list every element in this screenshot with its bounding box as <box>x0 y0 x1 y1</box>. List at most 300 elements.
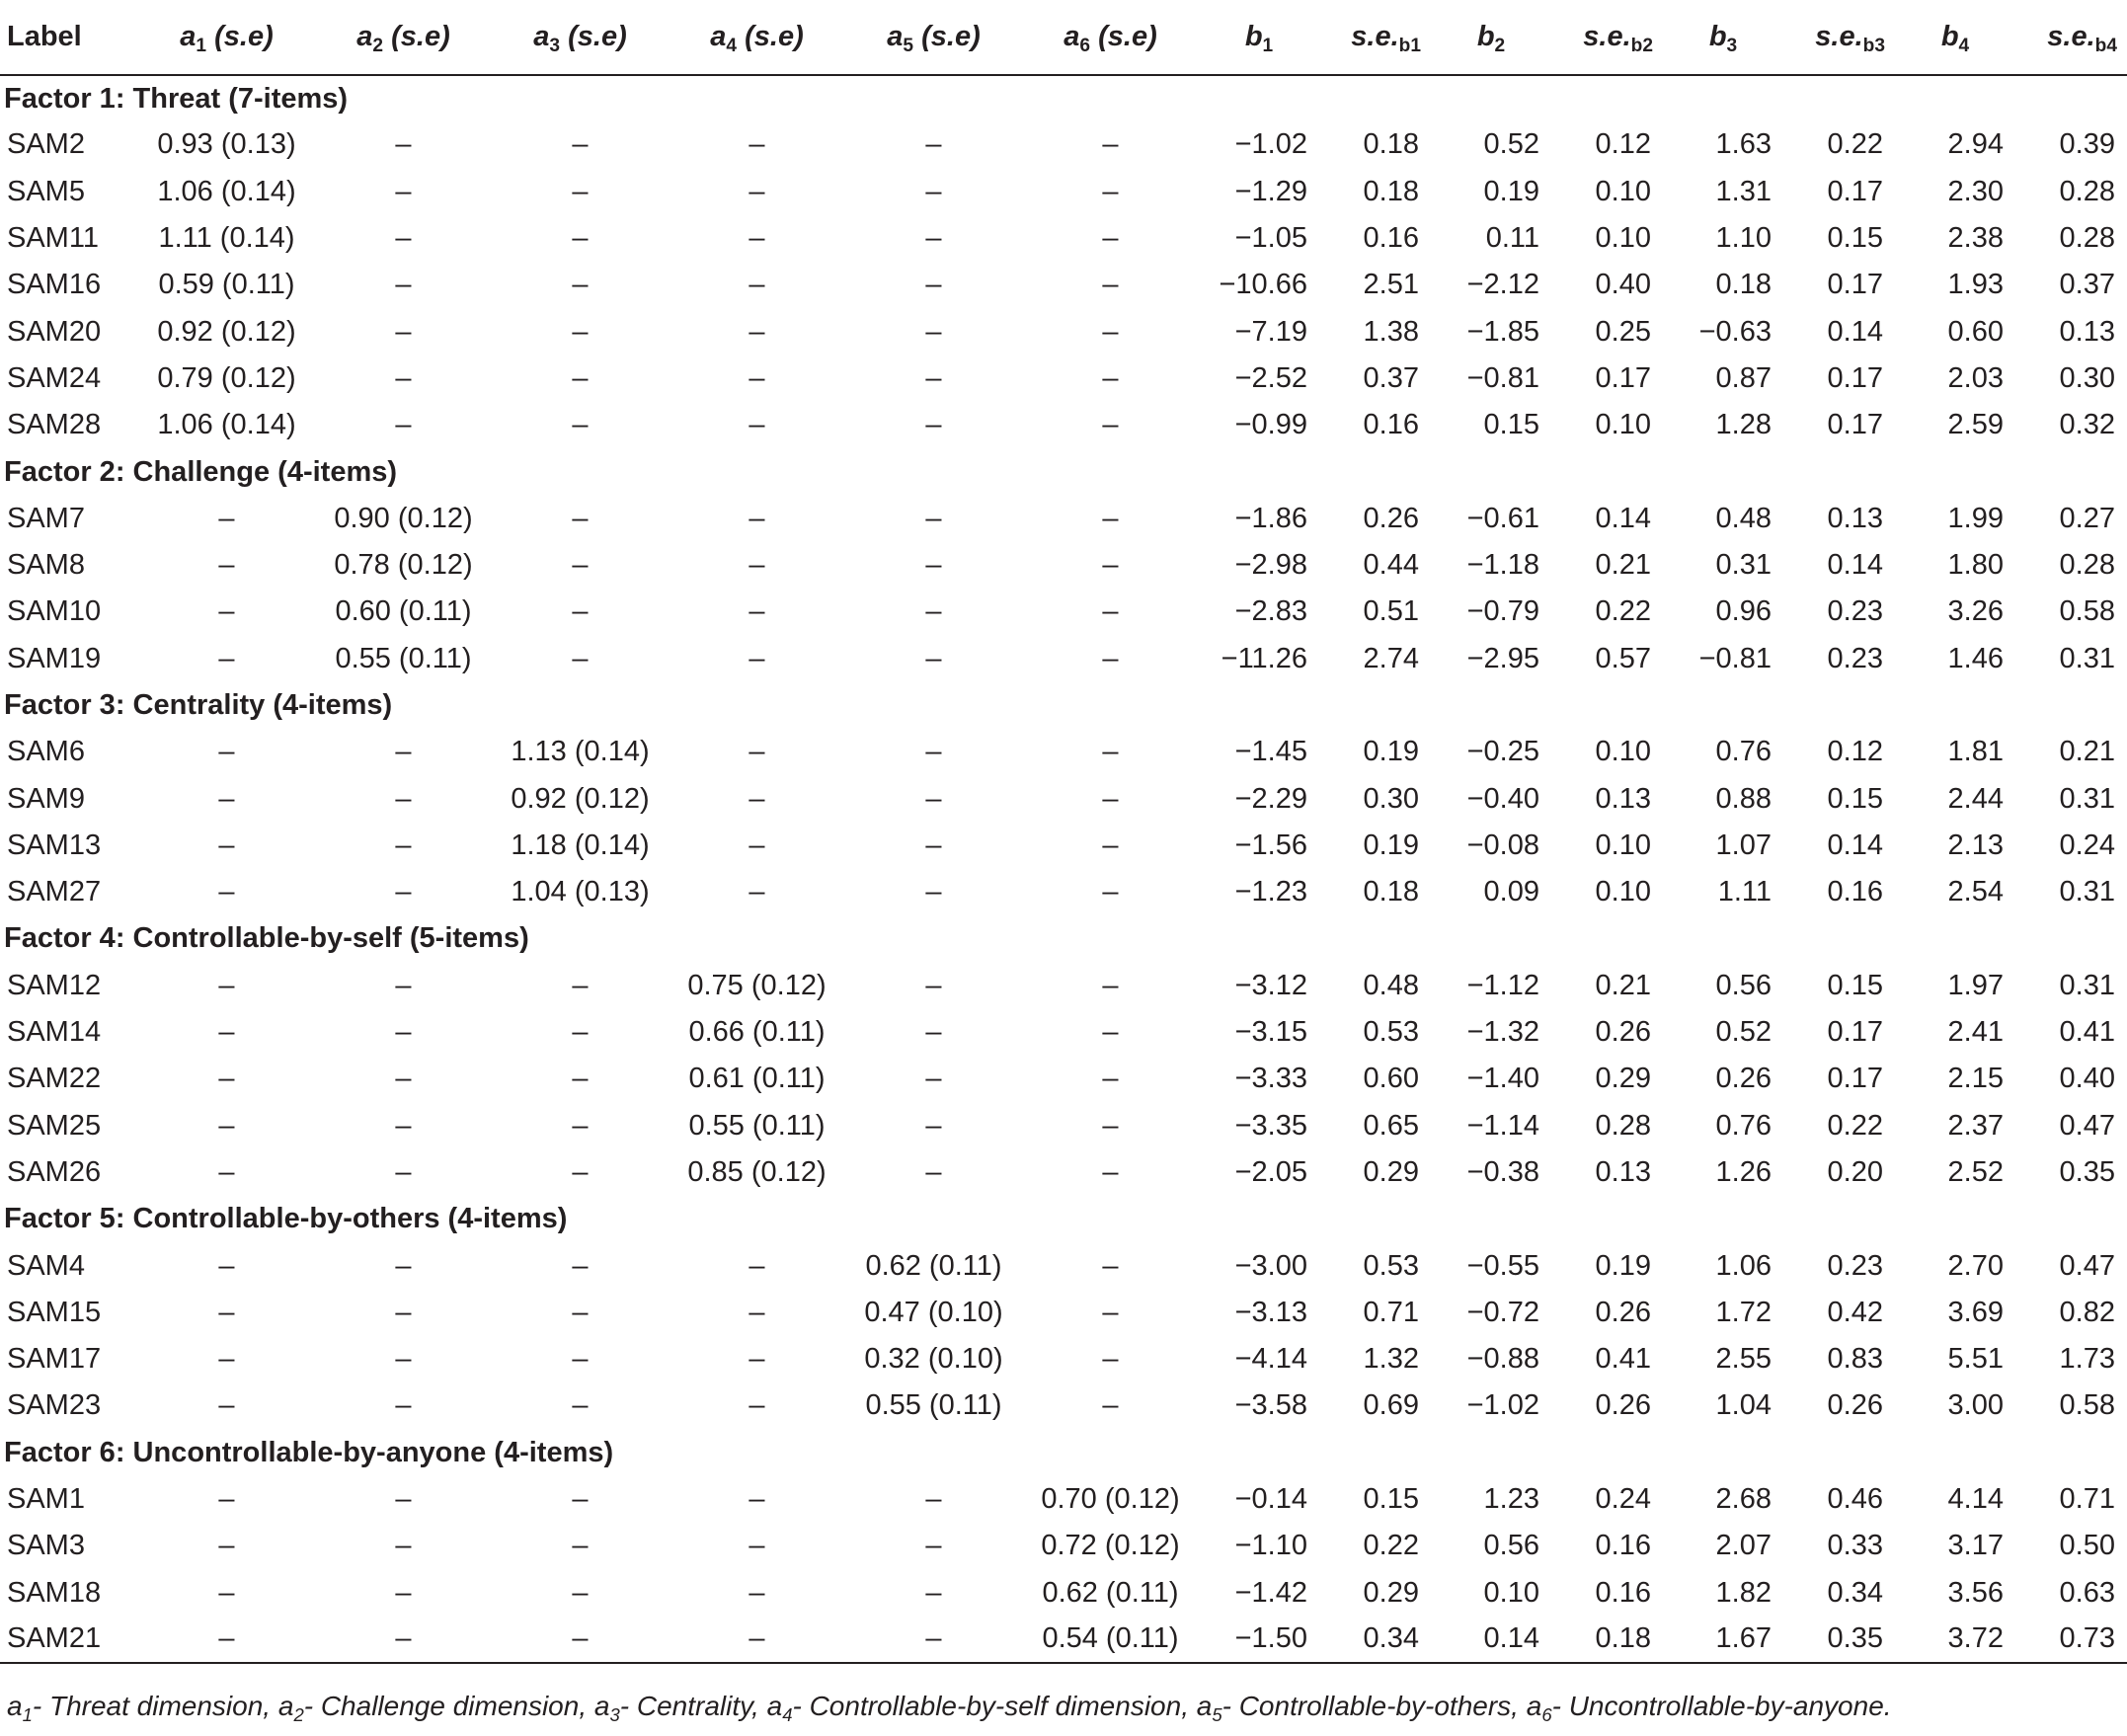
se-b3-cell: 0.17 <box>1827 1063 1883 1095</box>
se-b3-cell: 0.35 <box>1783 1617 1895 1663</box>
header-subscript: 4 <box>1958 36 1970 57</box>
item-label: SAM18 <box>7 1576 102 1609</box>
a5-cell: – <box>925 269 942 301</box>
se-b1-cell: 0.18 <box>1363 175 1419 207</box>
a4-cell: – <box>748 642 765 674</box>
a1-cell: – <box>218 1155 235 1188</box>
b2-cell: 0.10 <box>1483 1576 1539 1609</box>
se-b4-cell: 0.39 <box>2059 128 2115 161</box>
header-symbol: b <box>1244 21 1263 52</box>
header-label: Label <box>0 0 138 75</box>
factor-group-row <box>0 1430 2127 1476</box>
a3-cell: – <box>572 1483 589 1516</box>
a2-cell: 0.60 (0.11) <box>335 595 472 628</box>
table-row <box>0 169 2127 215</box>
a1-cell: 0.93 (0.13) <box>157 128 296 161</box>
a6-cell: – <box>1102 1343 1119 1376</box>
a3-cell: – <box>572 1343 589 1376</box>
a2-cell: – <box>395 1389 412 1422</box>
b1-cell: −1.23 <box>1234 876 1307 908</box>
se-b2-cell: 0.10 <box>1595 876 1651 908</box>
a1-cell: – <box>138 1617 315 1663</box>
a6-cell: 0.72 (0.12) <box>1041 1530 1180 1562</box>
a3-cell: – <box>572 409 589 441</box>
footnote-text: - Centrality, <box>619 1691 767 1721</box>
a3-cell: – <box>572 969 589 1001</box>
a2-cell: – <box>395 175 412 207</box>
se-b2-cell: 0.16 <box>1595 1576 1651 1609</box>
a2-cell: – <box>395 1296 412 1328</box>
se-b3-cell: 0.22 <box>1827 128 1883 161</box>
b2-cell: −0.08 <box>1466 829 1539 861</box>
footnote-text: - Controllable-by-self dimension, <box>792 1691 1197 1721</box>
se-b2-cell: 0.21 <box>1595 969 1651 1001</box>
item-label: SAM4 <box>7 1249 85 1282</box>
se-b1-cell: 0.34 <box>1319 1617 1431 1663</box>
se-b4-cell: 0.37 <box>2059 269 2115 301</box>
item-label: SAM7 <box>7 502 85 534</box>
a4-cell: 0.75 (0.12) <box>687 969 827 1001</box>
se-b2-cell: 0.57 <box>1595 642 1651 674</box>
header-subscript: 3 <box>1726 36 1738 57</box>
a3-cell: – <box>492 1617 669 1663</box>
footnote-text: - Uncontrollable-by-anyone. <box>1551 1691 1892 1721</box>
a4-cell: – <box>748 502 765 534</box>
item-label: SAM14 <box>7 1016 102 1049</box>
a3-cell: – <box>572 549 589 582</box>
item-label: SAM25 <box>7 1109 102 1142</box>
se-b3-cell: 0.20 <box>1827 1155 1883 1188</box>
b4-cell: 2.59 <box>1947 409 2004 441</box>
a3-cell: – <box>572 269 589 301</box>
item-label: SAM3 <box>7 1530 85 1562</box>
a6-cell: – <box>1102 1249 1119 1282</box>
se-b4-cell: 0.28 <box>2059 175 2115 207</box>
b2-cell: −2.95 <box>1466 642 1539 674</box>
se-b1-cell: 0.65 <box>1363 1109 1419 1142</box>
b2-cell: 0.15 <box>1483 409 1539 441</box>
b1-cell: −1.50 <box>1199 1617 1319 1663</box>
header-suffix: (s.e) <box>913 21 981 52</box>
item-label: SAM10 <box>7 595 102 628</box>
header-suffix: (s.e) <box>383 21 450 52</box>
a4-cell: – <box>748 549 765 582</box>
b3-cell: 1.26 <box>1715 1155 1772 1188</box>
b3-cell: 2.07 <box>1715 1530 1772 1562</box>
a5-cell: – <box>925 829 942 861</box>
a3-cell: – <box>572 1576 589 1609</box>
b3-cell: 0.31 <box>1715 549 1772 582</box>
a4-cell: – <box>748 1483 765 1516</box>
item-label: SAM20 <box>7 315 102 348</box>
b2-cell: −0.55 <box>1466 1249 1539 1282</box>
a6-cell: – <box>1102 1155 1119 1188</box>
b3-cell: 1.67 <box>1663 1617 1783 1663</box>
se-b2-cell: 0.13 <box>1595 782 1651 815</box>
a1-cell: – <box>218 829 235 861</box>
b4-cell: 2.38 <box>1947 222 2004 255</box>
item-label: SAM19 <box>7 642 102 674</box>
a3-cell: 1.04 (0.13) <box>511 876 650 908</box>
a4-cell: 0.55 (0.11) <box>688 1109 826 1142</box>
a4-cell: – <box>748 1296 765 1328</box>
a3-cell: 1.18 (0.14) <box>511 829 650 861</box>
a4-cell: – <box>748 595 765 628</box>
a6-cell: – <box>1102 595 1119 628</box>
a6-cell: – <box>1102 175 1119 207</box>
item-label: SAM23 <box>7 1389 102 1422</box>
a5-cell: – <box>925 1576 942 1609</box>
b4-cell: 3.56 <box>1947 1576 2004 1609</box>
se-b3-cell: 0.22 <box>1827 1109 1883 1142</box>
se-b4-cell: 0.47 <box>2059 1249 2115 1282</box>
a4-cell: – <box>748 361 765 394</box>
se-b4-cell: 0.47 <box>2059 1109 2115 1142</box>
se-b3-cell: 0.46 <box>1827 1483 1883 1516</box>
a4-cell: – <box>748 175 765 207</box>
a6-cell: – <box>1102 876 1119 908</box>
header-a6 <box>1022 0 1199 75</box>
a5-cell: – <box>925 1155 942 1188</box>
b2-cell: −0.79 <box>1466 595 1539 628</box>
factor-title: Factor 4: Controllable-by-self (5-items) <box>4 922 529 955</box>
a4-cell: – <box>669 1617 845 1663</box>
se-b4-cell: 1.73 <box>2059 1343 2115 1376</box>
se-b4-cell: 0.28 <box>2059 222 2115 255</box>
se-b3-cell: 0.15 <box>1827 969 1883 1001</box>
b2-cell: 0.14 <box>1431 1617 1551 1663</box>
table-row <box>0 1570 2127 1617</box>
footnote-subscript: 6 <box>1541 1703 1552 1725</box>
se-b2-cell: 0.10 <box>1595 409 1651 441</box>
a1-cell: – <box>218 1249 235 1282</box>
a2-cell: – <box>395 1530 412 1562</box>
a3-cell: – <box>572 222 589 255</box>
se-b1-cell: 1.32 <box>1363 1343 1419 1376</box>
a2-cell: – <box>395 1155 412 1188</box>
se-b1-cell: 0.37 <box>1363 361 1419 394</box>
a3-cell: – <box>572 502 589 534</box>
a1-cell: 1.06 (0.14) <box>157 409 296 441</box>
se-b1-cell: 1.38 <box>1363 315 1419 348</box>
se-b1-cell: 0.53 <box>1363 1249 1419 1282</box>
b1-cell: −2.52 <box>1234 361 1307 394</box>
a6-cell: – <box>1102 1389 1119 1422</box>
b4-cell: 1.80 <box>1947 549 2004 582</box>
table-row <box>0 823 2127 869</box>
a1-cell: – <box>218 876 235 908</box>
b4-cell: 3.17 <box>1947 1530 2004 1562</box>
se-b4-cell: 0.35 <box>2059 1155 2115 1188</box>
a4-cell: – <box>748 409 765 441</box>
table-row <box>0 308 2127 355</box>
b4-cell: 2.52 <box>1947 1155 2004 1188</box>
se-b2-cell: 0.24 <box>1595 1483 1651 1516</box>
a5-cell: – <box>925 782 942 815</box>
b3-cell: 0.18 <box>1715 269 1772 301</box>
se-b3-cell: 0.12 <box>1827 736 1883 768</box>
a5-cell: – <box>925 595 942 628</box>
se-b1-cell: 0.16 <box>1363 222 1419 255</box>
a6-cell: – <box>1102 642 1119 674</box>
se-b1-cell: 0.18 <box>1363 128 1419 161</box>
b4-cell: 1.99 <box>1947 502 2004 534</box>
a2-cell: – <box>315 1617 492 1663</box>
header-se-b2 <box>1551 0 1663 75</box>
a5-cell: 0.62 (0.11) <box>865 1249 1002 1282</box>
table-row <box>0 542 2127 589</box>
b4-cell: 2.15 <box>1947 1063 2004 1095</box>
a5-cell: – <box>925 1530 942 1562</box>
b2-cell: −1.32 <box>1466 1016 1539 1049</box>
se-b1-cell: 0.22 <box>1363 1530 1419 1562</box>
se-b1-cell: 0.19 <box>1363 736 1419 768</box>
a4-cell: – <box>748 736 765 768</box>
a6-cell: – <box>1102 502 1119 534</box>
se-b2-cell: 0.26 <box>1595 1389 1651 1422</box>
se-b1-cell: 0.29 <box>1363 1155 1419 1188</box>
header-suffix: (s.e) <box>737 21 804 52</box>
b1-cell: −1.29 <box>1234 175 1307 207</box>
factor-group-row <box>0 682 2127 729</box>
se-b1-cell: 0.18 <box>1363 876 1419 908</box>
b2-cell: 1.23 <box>1483 1483 1539 1516</box>
a5-cell: – <box>925 1109 942 1142</box>
se-b2-cell: 0.25 <box>1595 315 1651 348</box>
item-label: SAM28 <box>7 409 102 441</box>
header-symbol: s.e. <box>1351 21 1399 52</box>
table-row <box>0 1149 2127 1196</box>
header-se-b3 <box>1783 0 1895 75</box>
header-subscript: 1 <box>1262 36 1274 57</box>
se-b4-cell: 0.58 <box>2059 1389 2115 1422</box>
a1-cell: – <box>218 642 235 674</box>
se-b2-cell: 0.10 <box>1595 736 1651 768</box>
table-row <box>0 1103 2127 1149</box>
se-b1-cell: 2.74 <box>1363 642 1419 674</box>
b4-cell: 2.70 <box>1947 1249 2004 1282</box>
b1-cell: −4.14 <box>1234 1343 1307 1376</box>
table-row <box>0 775 2127 822</box>
b3-cell: 1.10 <box>1715 222 1772 255</box>
factor-group-row <box>0 448 2127 495</box>
a4-cell: 0.66 (0.11) <box>688 1016 826 1049</box>
header-subscript: 4 <box>726 36 738 57</box>
a6-cell: – <box>1102 736 1119 768</box>
footnote-subscript: 4 <box>782 1703 793 1725</box>
footnote-text: - Challenge dimension, <box>303 1691 594 1721</box>
a5-cell: – <box>925 222 942 255</box>
se-b4-cell: 0.28 <box>2059 549 2115 582</box>
b3-cell: 0.76 <box>1715 1109 1772 1142</box>
a4-cell: 0.61 (0.11) <box>688 1063 826 1095</box>
header-subscript: 2 <box>372 36 384 57</box>
a1-cell: 0.79 (0.12) <box>157 361 296 394</box>
item-label: SAM9 <box>7 782 85 815</box>
item-label: SAM16 <box>7 269 102 301</box>
b3-cell: 0.96 <box>1715 595 1772 628</box>
a1-cell: – <box>218 1389 235 1422</box>
b1-cell: −1.02 <box>1234 128 1307 161</box>
footnote-subscript: 1 <box>22 1703 33 1725</box>
se-b1-cell: 0.60 <box>1363 1063 1419 1095</box>
header-symbol: a <box>710 21 727 52</box>
b1-cell: −1.45 <box>1234 736 1307 768</box>
b1-cell: −3.58 <box>1234 1389 1307 1422</box>
item-label: SAM5 <box>7 175 85 207</box>
a6-cell: – <box>1102 969 1119 1001</box>
header-a2 <box>315 0 492 75</box>
a5-cell: – <box>925 969 942 1001</box>
a4-cell: – <box>748 1389 765 1422</box>
b1-cell: −7.19 <box>1234 315 1307 348</box>
b4-cell: 3.69 <box>1947 1296 2004 1328</box>
item-label: SAM11 <box>7 222 99 255</box>
a4-cell: – <box>748 1343 765 1376</box>
b4-cell: 1.93 <box>1947 269 2004 301</box>
se-b2-cell: 0.13 <box>1595 1155 1651 1188</box>
se-b1-cell: 0.16 <box>1363 409 1419 441</box>
table-row <box>0 869 2127 915</box>
a5-cell: – <box>925 128 942 161</box>
b1-cell: −3.12 <box>1234 969 1307 1001</box>
b4-cell: 5.51 <box>1947 1343 2004 1376</box>
a1-cell: – <box>218 1530 235 1562</box>
a2-cell: 0.78 (0.12) <box>334 549 473 582</box>
header-symbol: s.e. <box>1583 21 1631 52</box>
table-row <box>0 1523 2127 1569</box>
b2-cell: −0.38 <box>1466 1155 1539 1188</box>
b3-cell: 1.11 <box>1717 876 1772 908</box>
b3-cell: 0.26 <box>1715 1063 1772 1095</box>
se-b3-cell: 0.17 <box>1827 1016 1883 1049</box>
header-symbol: a <box>356 21 373 52</box>
b1-cell: −3.13 <box>1234 1296 1307 1328</box>
se-b4-cell: 0.73 <box>2015 1617 2127 1663</box>
b2-cell: 0.19 <box>1483 175 1539 207</box>
b3-cell: 1.72 <box>1715 1296 1772 1328</box>
se-b4-cell: 0.31 <box>2059 642 2115 674</box>
footnote-symbol: a <box>7 1691 23 1721</box>
a2-cell: – <box>395 736 412 768</box>
b1-cell: −0.14 <box>1234 1483 1307 1516</box>
se-b4-cell: 0.24 <box>2059 829 2115 861</box>
footnote-text: - Threat dimension, <box>32 1691 278 1721</box>
se-b4-cell: 0.21 <box>2059 736 2115 768</box>
footnote-subscript: 3 <box>609 1703 620 1725</box>
a3-cell: 0.92 (0.12) <box>511 782 650 815</box>
a5-cell: – <box>925 361 942 394</box>
a2-cell: – <box>395 315 412 348</box>
se-b2-cell: 0.16 <box>1595 1530 1651 1562</box>
header-b2 <box>1431 0 1551 75</box>
header-symbol: s.e. <box>2047 21 2095 52</box>
a5-cell: – <box>845 1617 1022 1663</box>
a2-cell: – <box>395 1063 412 1095</box>
item-label: SAM21 <box>0 1617 138 1663</box>
a2-cell: 0.90 (0.12) <box>334 502 473 534</box>
a3-cell: – <box>572 1109 589 1142</box>
item-label: SAM1 <box>7 1483 85 1516</box>
b1-cell: −1.05 <box>1234 222 1307 255</box>
table-row <box>0 402 2127 448</box>
a2-cell: – <box>395 1249 412 1282</box>
a2-cell: 0.55 (0.11) <box>335 642 472 674</box>
b2-cell: −0.40 <box>1466 782 1539 815</box>
table-row <box>0 496 2127 542</box>
a3-cell: – <box>572 128 589 161</box>
a2-cell: – <box>395 969 412 1001</box>
a1-cell: – <box>218 736 235 768</box>
se-b2-cell: 0.26 <box>1595 1296 1651 1328</box>
b2-cell: 0.52 <box>1483 128 1539 161</box>
a1-cell: – <box>218 595 235 628</box>
header-subscript: 2 <box>1494 36 1506 57</box>
item-label: SAM26 <box>7 1155 102 1188</box>
se-b4-cell: 0.58 <box>2059 595 2115 628</box>
b2-cell: 0.56 <box>1483 1530 1539 1562</box>
a4-cell: – <box>748 876 765 908</box>
b3-cell: 0.56 <box>1715 969 1772 1001</box>
a1-cell: 1.11 (0.14) <box>158 222 295 255</box>
a6-cell: – <box>1102 1063 1119 1095</box>
factor-title: Factor 2: Challenge (4-items) <box>4 455 398 488</box>
header-symbol: a <box>180 21 197 52</box>
a6-cell: – <box>1102 829 1119 861</box>
se-b4-cell: 0.32 <box>2059 409 2115 441</box>
se-b3-cell: 0.23 <box>1827 642 1883 674</box>
se-b3-cell: 0.16 <box>1827 876 1883 908</box>
table-body <box>0 75 2127 1663</box>
header-subscript: b2 <box>1630 36 1653 57</box>
se-b3-cell: 0.26 <box>1827 1389 1883 1422</box>
se-b1-cell: 0.29 <box>1363 1576 1419 1609</box>
a4-cell: – <box>748 829 765 861</box>
table-row <box>0 1336 2127 1382</box>
b3-cell: 1.82 <box>1715 1576 1772 1609</box>
a2-cell: – <box>395 876 412 908</box>
b1-cell: −3.33 <box>1234 1063 1307 1095</box>
b3-cell: 1.04 <box>1715 1389 1772 1422</box>
b2-cell: −0.88 <box>1466 1343 1539 1376</box>
a1-cell: – <box>218 1296 235 1328</box>
a6-cell: – <box>1102 361 1119 394</box>
b3-cell: −0.63 <box>1698 315 1772 348</box>
header-a5 <box>845 0 1022 75</box>
se-b3-cell: 0.14 <box>1827 315 1883 348</box>
b1-cell: −1.10 <box>1234 1530 1307 1562</box>
b4-cell: 2.54 <box>1947 876 2004 908</box>
b1-cell: −2.83 <box>1234 595 1307 628</box>
se-b2-cell: 0.18 <box>1551 1617 1663 1663</box>
factor-group-row <box>0 75 2127 121</box>
a5-cell: – <box>925 502 942 534</box>
table-footnote <box>7 1691 1892 1725</box>
se-b4-cell: 0.31 <box>2059 782 2115 815</box>
se-b3-cell: 0.83 <box>1827 1343 1883 1376</box>
b1-cell: −2.29 <box>1234 782 1307 815</box>
item-label: SAM27 <box>7 876 102 908</box>
header-symbol: s.e. <box>1815 21 1863 52</box>
table-row <box>0 1382 2127 1429</box>
b3-cell: −0.81 <box>1698 642 1772 674</box>
se-b1-cell: 0.53 <box>1363 1016 1419 1049</box>
b3-cell: 0.76 <box>1715 736 1772 768</box>
b4-cell: 3.00 <box>1947 1389 2004 1422</box>
header-b1 <box>1199 0 1319 75</box>
a4-cell: – <box>748 782 765 815</box>
a1-cell: – <box>218 782 235 815</box>
